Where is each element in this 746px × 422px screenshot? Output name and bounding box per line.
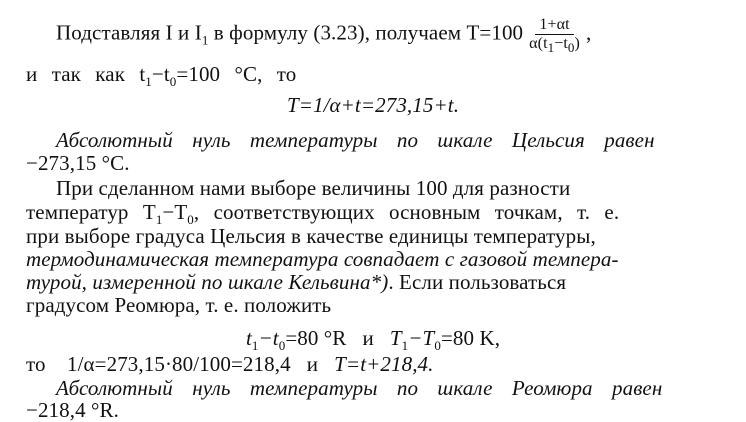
text-line-14: Абсолютный нуль температуры по шкале Реомюра равен — [56, 376, 663, 400]
line7-sub0: 0 — [187, 212, 194, 228]
fraction-denominator — [525, 35, 584, 56]
line13-eq1: 1/α=273,15·80/100=218,4 — [67, 352, 291, 376]
line13-and: и — [306, 352, 319, 376]
text-line-6: При сделанном нами выборе величины 100 для разности — [56, 176, 571, 200]
eq12b-pre: T — [389, 326, 402, 350]
den-pre: α(t — [529, 35, 548, 52]
line2-pre: и так как t — [26, 62, 146, 86]
line2-mid: −t — [151, 62, 170, 86]
equation-reaumur — [0, 326, 746, 354]
text-line-13 — [26, 352, 726, 376]
line7-post: , соответствующих основным точкам, т. е. — [193, 200, 620, 224]
text-line-1 — [26, 16, 726, 56]
fraction-numerator: 1+αt — [535, 16, 573, 35]
eq12a-sub1: 1 — [251, 338, 259, 354]
line2-post: =100 °C, то — [176, 62, 297, 86]
equation-kelvin: T=1/α+t=273,15+t. — [286, 93, 460, 117]
line10-italic: турой, измеренной по шкале Кельвина*) — [26, 270, 389, 294]
text-line-2 — [26, 62, 726, 90]
formula-fraction — [525, 16, 584, 56]
text-line-9: термодинамическая температура совпадает с газовой темпера- — [26, 247, 619, 271]
text-line-10 — [26, 270, 726, 294]
eq12a-mid: −t — [258, 326, 279, 350]
eq12-and: и — [362, 326, 374, 350]
line1-mid: в формулу (3.23), получаем T=100 — [208, 20, 524, 45]
den-sub0: 0 — [567, 40, 575, 56]
line7-sub1: 1 — [155, 212, 163, 228]
eq12b-mid: −T — [408, 326, 435, 350]
text-line-11: градусом Реомюра, т. е. положить — [26, 293, 332, 317]
line7-pre: температур T — [26, 200, 156, 224]
text-line-15: −218,4 °R. — [26, 398, 119, 422]
eq12a-pre: t — [245, 326, 252, 350]
eq12a-sub0: 0 — [278, 338, 286, 354]
line1-end: , — [585, 20, 592, 45]
text-line-5: −273,15 °C. — [26, 151, 130, 175]
den-post: ) — [574, 35, 580, 52]
line2-sub0: 0 — [169, 74, 177, 90]
eq12b-post: =80 K, — [440, 326, 501, 350]
text-line-4: Абсолютный нуль температуры по шкале Цельсия равен — [56, 128, 655, 152]
line7-mid: −T — [162, 200, 188, 224]
eq12a-post: =80 °R — [285, 326, 347, 350]
text-line-8: при выборе градуса Цельсия в качестве единицы температуры, — [26, 224, 596, 248]
den-mid: −t — [554, 35, 568, 52]
text-line-7 — [26, 200, 726, 228]
line1-lead: Подставляя I и I — [56, 20, 202, 45]
line1-sub1: 1 — [201, 32, 209, 48]
line10-plain: . Если пользоваться — [388, 270, 567, 294]
line2-sub1: 1 — [145, 74, 152, 90]
eq12b-sub0: 0 — [434, 338, 441, 354]
line13-pre: то — [26, 352, 46, 376]
den-sub1: 1 — [547, 40, 555, 56]
eq12b-sub1: 1 — [401, 338, 409, 354]
line13-eq2: T=t+218,4. — [334, 352, 434, 376]
